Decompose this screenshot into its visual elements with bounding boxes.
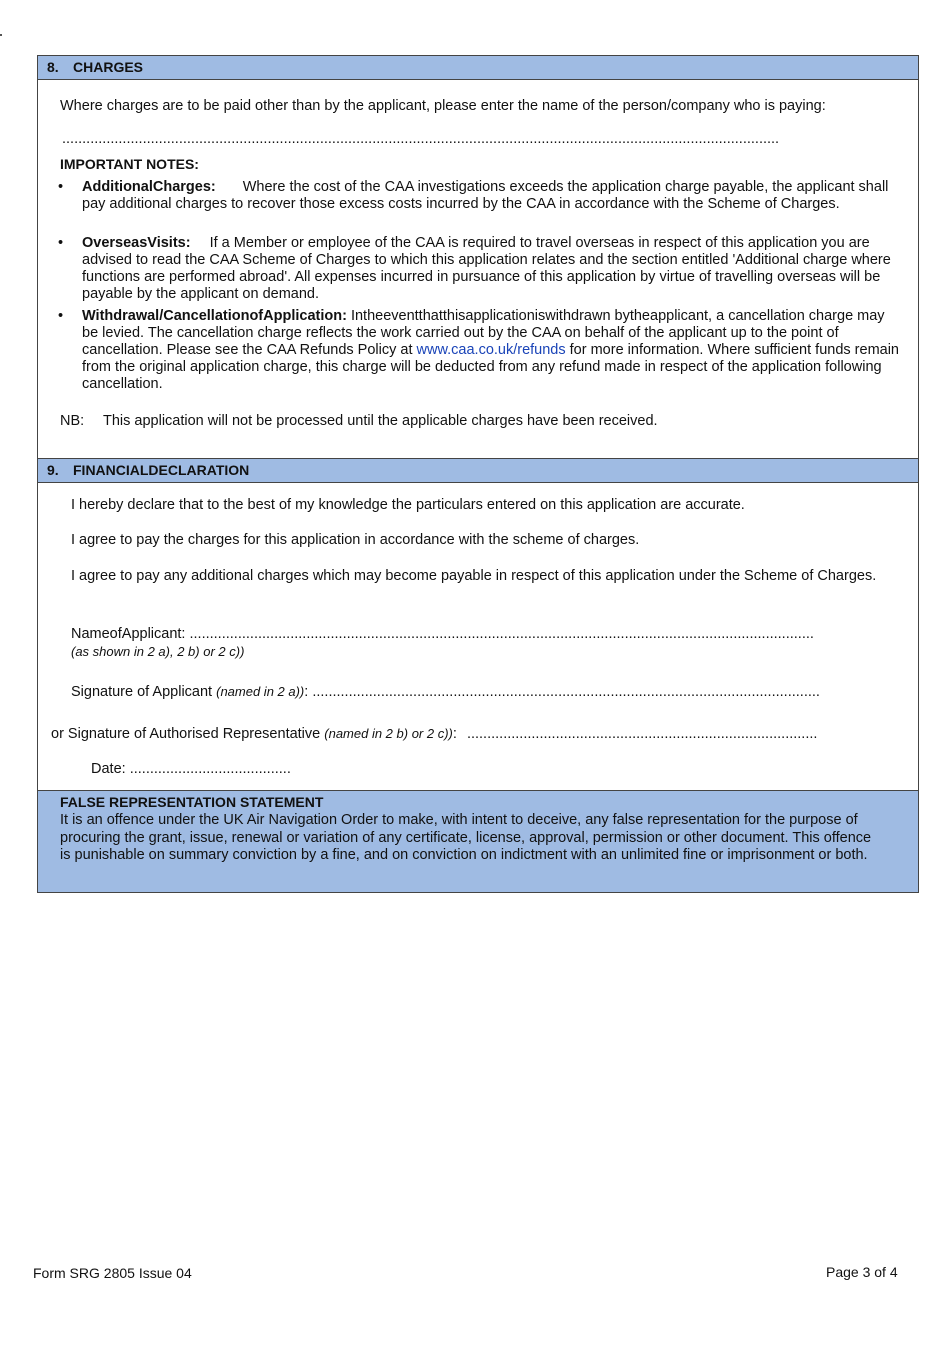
note-additional-charges xyxy=(58,179,902,213)
note-label: OverseasVisits: xyxy=(82,235,191,251)
bullet-icon: • xyxy=(58,308,64,324)
applicant-name-note: (as shown in 2 a), 2 b) or 2 c)) xyxy=(71,644,245,659)
applicant-signature-label: Signature of Applicant xyxy=(71,684,213,700)
section-9-title: FINANCIALDECLARATION xyxy=(73,462,250,478)
date-label: Date: xyxy=(91,761,126,777)
false-representation-box xyxy=(38,790,918,892)
representative-signature-field[interactable]: ....................................................................................... xyxy=(466,726,818,742)
payer-prompt: Where charges are to be paid other than by the applicant, please enter the name of the person/company who is paying: xyxy=(60,98,826,114)
nb-text: This application will not be processed until the applicable charges have been received. xyxy=(103,413,658,429)
section-8-header xyxy=(38,56,918,80)
representative-signature-row xyxy=(51,726,891,742)
form-identifier: Form SRG 2805 Issue 04 xyxy=(33,1265,192,1281)
false-representation-title: FALSE REPRESENTATION STATEMENT xyxy=(60,794,324,810)
note-label: Withdrawal/CancellationofApplication: xyxy=(82,308,347,324)
applicant-name-label: NameofApplicant: xyxy=(71,626,186,642)
section-9-number: 9. xyxy=(47,462,59,478)
representative-signature-note: (named in 2 b) or 2 c)) xyxy=(324,726,453,741)
section-8-number: 8. xyxy=(47,59,59,75)
applicant-name-row xyxy=(71,626,889,642)
applicant-signature-colon: : xyxy=(304,684,309,700)
applicant-name-field[interactable]: ........................................................................................................................................................... xyxy=(189,626,814,642)
declaration-agree-charges: I agree to pay the charges for this application in accordance with the scheme of charges. xyxy=(71,532,640,548)
note-withdrawal-cancellation xyxy=(58,308,902,393)
note-text: Where the cost of the CAA investigations exceeds the application charge payable, the applicant shall pay additional charges to recover those excess costs incurred by the CAA in accordance with the Scheme of Charges. xyxy=(82,179,889,212)
date-row xyxy=(91,761,291,777)
representative-signature-label: or Signature of Authorised Representative xyxy=(51,726,321,742)
page-edge-mark xyxy=(0,34,2,36)
declaration-additional-charges: I agree to pay any additional charges which may become payable in respect of this application under the Scheme of Charges. xyxy=(71,568,877,584)
false-representation-text: It is an offence under the UK Air Navigation Order to make, with intent to deceive, any false representation for the purpose of procuring the grant, issue, renewal or variation of any certificate, license, approval, permission or other document. This offence is punishable on summary conviction by a fine, and on conviction on indictment with an unlimited fine or imprisonment or both. xyxy=(60,812,872,863)
note-text-after-link: for more information. Where sufficient funds remain from the original application charge, this charge will be deducted from any refund made in respect of the application following cancellation. xyxy=(82,342,900,392)
bullet-icon: • xyxy=(58,179,64,195)
form-page-frame xyxy=(37,55,919,893)
nb-label: NB: xyxy=(60,413,85,429)
section-8-title: CHARGES xyxy=(73,59,144,75)
note-text-before-link: Intheeventthatthisapplicationiswithdrawn bytheapplicant, a cancellation charge may be levied. The cancellation charge reflects the work carried out by the CAA on behalf of the applicant up to the point of cancellation. Please see the CAA Refunds Policy at xyxy=(82,308,885,358)
note-label: AdditionalCharges: xyxy=(82,179,216,195)
applicant-signature-row xyxy=(71,684,889,700)
applicant-signature-field[interactable]: .............................................................................................................................. xyxy=(312,684,820,700)
important-notes-title: IMPORTANT NOTES: xyxy=(60,156,199,172)
payer-name-field[interactable]: .................................................................................................................................................................................. xyxy=(62,131,780,147)
page-number: Page 3 of 4 xyxy=(826,1264,898,1280)
note-overseas-visits xyxy=(58,235,902,303)
representative-signature-colon: : xyxy=(452,726,457,742)
section-9-header xyxy=(38,458,918,483)
date-field[interactable]: ........................................ xyxy=(129,761,291,777)
declaration-accuracy: I hereby declare that to the best of my knowledge the particulars entered on this application are accurate. xyxy=(71,497,745,513)
note-text: If a Member or employee of the CAA is required to travel overseas in respect of this application you are advised to read the CAA Scheme of Charges to which this application relates and the section entitled 'Additional charge where functions are performed abroad'. All expenses incurred in pursuance of this application by virtue of travelling overseas will be payable by the applicant on demand. xyxy=(82,235,891,302)
applicant-signature-note: (named in 2 a)) xyxy=(216,684,305,699)
refunds-policy-link[interactable]: www.caa.co.uk/refunds xyxy=(416,342,566,358)
bullet-icon: • xyxy=(58,235,64,251)
